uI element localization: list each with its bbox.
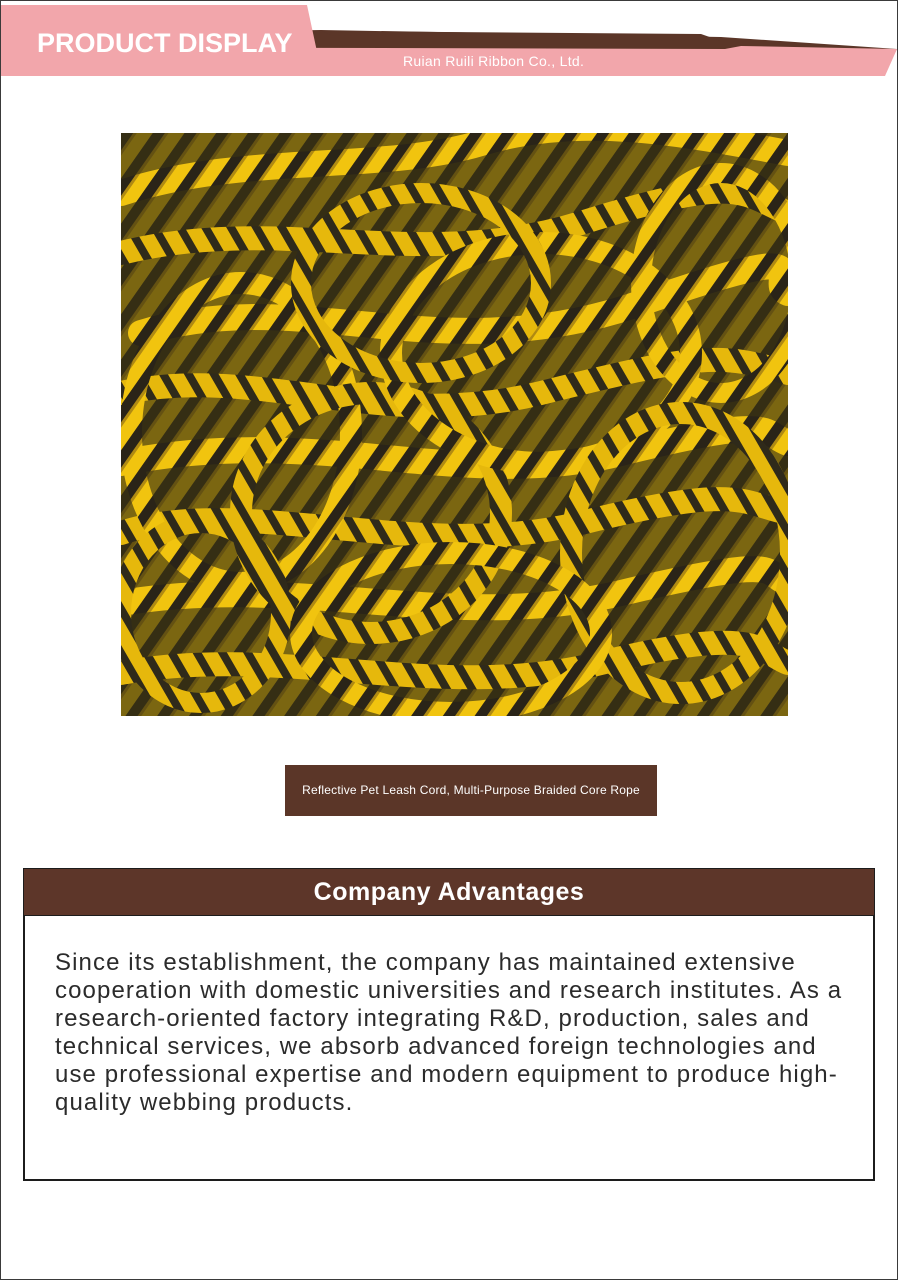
advantages-heading: Company Advantages	[23, 868, 875, 916]
product-image	[121, 133, 788, 716]
header-banner	[1, 1, 898, 81]
product-caption: Reflective Pet Leash Cord, Multi-Purpose Braided Core Rope	[285, 765, 657, 816]
advantages-box	[23, 916, 875, 1181]
company-name: Ruian Ruili Ribbon Co., Ltd.	[403, 53, 585, 69]
advantages-text: Since its establishment, the company has maintained extensive cooperation with domestic universities and research institutes. As a research-oriented factory integrating R&D, production, sales and technical services, we absorb advanced foreign technologies and use professional expertise and modern equipment to produce high-quality webbing products.	[55, 949, 843, 1116]
page-title: PRODUCT DISPLAY	[37, 28, 293, 58]
rope-coils-icon	[121, 133, 788, 716]
